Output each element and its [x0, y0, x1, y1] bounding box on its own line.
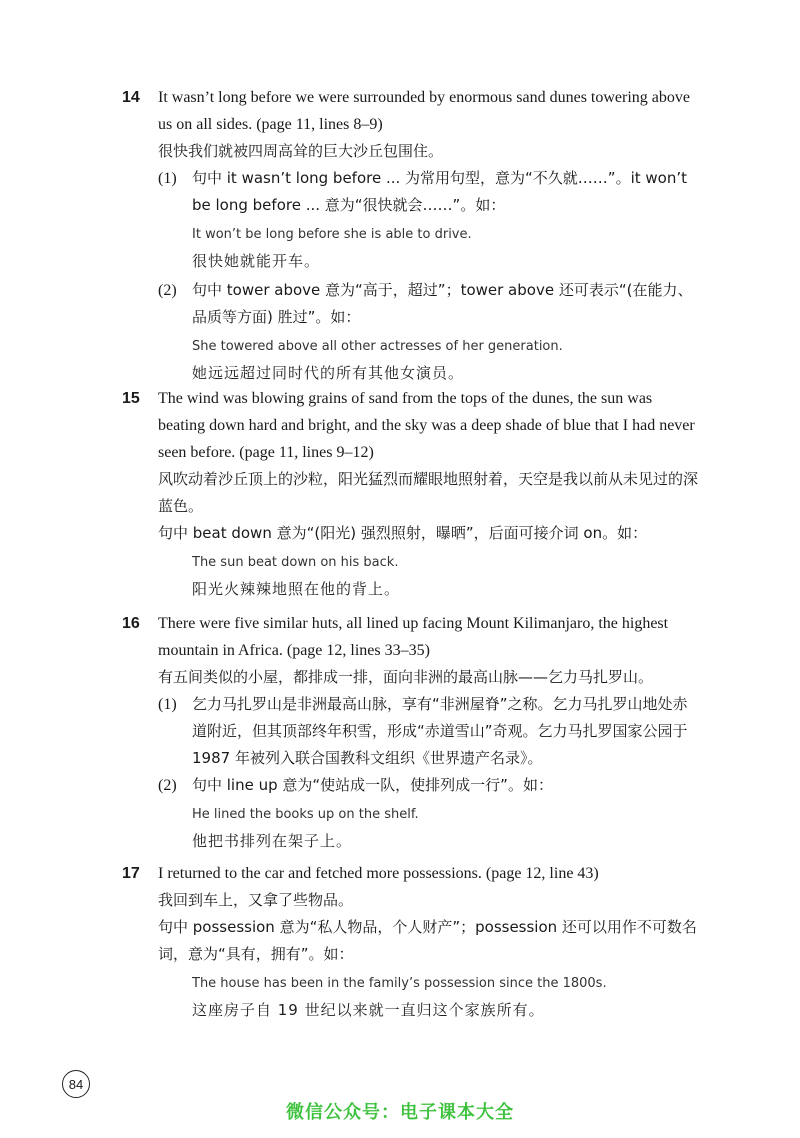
note-2	[158, 772, 698, 855]
entry-number: 15	[122, 390, 140, 407]
source-sentence: There were five similar huts, all lined up facing Mount Kilimanjaro, the highest mountain in Africa. (page 12, lines 33–35)	[158, 615, 669, 659]
example-english: The sun beat down on his back.	[192, 555, 399, 570]
note-marker: (1)	[158, 696, 177, 713]
entry-15	[122, 385, 699, 605]
page-number: 84	[62, 1070, 90, 1098]
note-text: 乞力马扎罗山是非洲最高山脉，享有“非洲屋脊”之称。乞力马扎罗山地处赤道附近，但其顶部终年积雪，形成“赤道雪山”奇观。乞力马扎罗国家公园于 1987 年被列入联合国教科文组织《世界遗产名录》。	[192, 695, 688, 767]
note-1	[158, 165, 698, 275]
example-block	[158, 972, 698, 1024]
entry-16	[122, 610, 698, 857]
note-1	[158, 691, 698, 772]
source-sentence: The wind was blowing grains of sand from the tops of the dunes, the sun was beating down hard and bright, and the sky was a deep shade of blue that I had never seen before. (page 11, lines 9–12)	[158, 390, 695, 461]
source-sentence: It wasn’t long before we were surrounded by enormous sand dunes towering above us on all sides. (page 11, lines 8–9)	[158, 89, 691, 133]
entry-number: 14	[122, 89, 140, 106]
example-chinese: 她远远超过同时代的所有其他女演员。	[192, 364, 465, 382]
example-english: He lined the books up on the shelf.	[192, 807, 419, 822]
entry-17	[122, 860, 698, 1026]
note-2	[158, 277, 698, 387]
entry-number: 16	[122, 615, 140, 632]
note-text: 句中 possession 意为“私人物品，个人财产”；possession 还可以用作不可数名词，意为“具有，拥有”。如：	[158, 918, 697, 963]
sentence-translation: 我回到车上，又拿了些物品。	[158, 891, 354, 909]
note-text: 句中 beat down 意为“(阳光) 强烈照射，曝晒”，后面可接介词 on。如：	[158, 524, 648, 542]
sentence-translation: 有五间类似的小屋，都排成一排，面向非洲的最高山脉——乞力马扎罗山。	[158, 668, 654, 686]
note-marker: (2)	[158, 282, 177, 299]
entry-number: 17	[122, 865, 140, 882]
example-english: She towered above all other actresses of her generation.	[192, 339, 563, 354]
example-english: It won’t be long before she is able to drive.	[192, 227, 472, 242]
source-sentence: I returned to the car and fetched more possessions. (page 12, line 43)	[158, 865, 599, 882]
sentence-translation: 很快我们就被四周高耸的巨大沙丘包围住。	[158, 142, 444, 160]
note-text: 句中 it wasn’t long before ... 为常用句型，意为“不久就……”。it won’t be long before ... 意为“很快就会……”。如：	[192, 169, 688, 214]
example-chinese: 很快她就能开车。	[192, 252, 321, 270]
note-marker: (1)	[158, 170, 177, 187]
example-block	[158, 551, 698, 603]
example-chinese: 这座房子自 19 世纪以来就一直归这个家族所有。	[192, 1001, 545, 1019]
watermark-text: 微信公众号：电子课本大全	[286, 1102, 514, 1123]
entry-14	[122, 84, 698, 389]
note-text: 句中 tower above 意为“高于，超过”；tower above 还可表示“(在能力、品质等方面) 胜过”。如：	[192, 281, 693, 326]
note-marker: (2)	[158, 777, 177, 794]
sentence-translation: 风吹动着沙丘顶上的沙粒，阳光猛烈而耀眼地照射着，天空是我以前从未见过的深蓝色。	[158, 470, 699, 515]
example-chinese: 阳光火辣辣地照在他的背上。	[192, 580, 401, 598]
example-chinese: 他把书排列在架子上。	[192, 832, 353, 850]
example-english: The house has been in the family’s possession since the 1800s.	[192, 976, 607, 991]
note-text: 句中 line up 意为“使站成一队，使排列成一行”。如：	[192, 776, 553, 794]
